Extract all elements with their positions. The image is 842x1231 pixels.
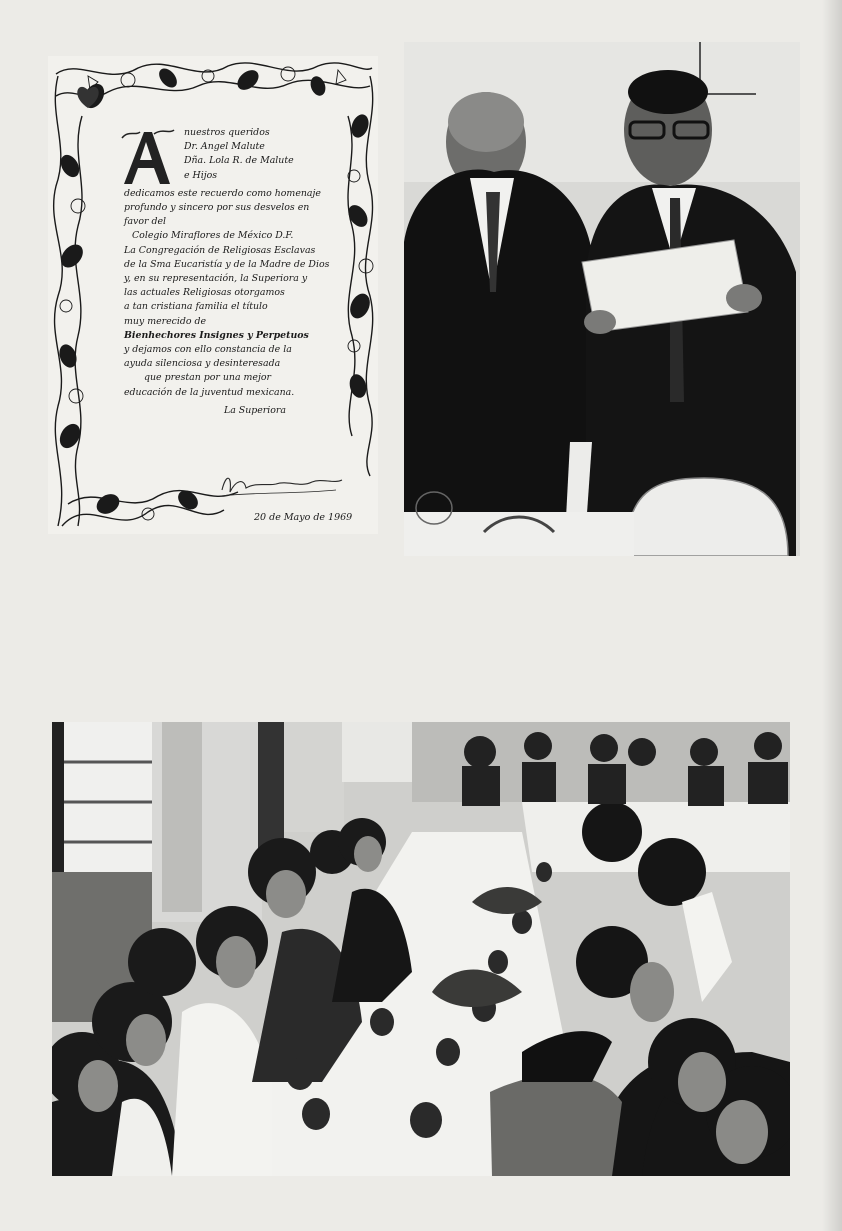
salutation: nuestros queridos <box>184 127 270 138</box>
body-line: Bienhechores Insignes y Perpetuos <box>124 329 309 341</box>
photo-banquet-image <box>52 722 790 1176</box>
body-line: que prestan por una mejor <box>144 372 272 384</box>
certificate-date: 20 de Mayo de 1969 <box>254 512 353 523</box>
body-line: y dejamos con ello constancia de la <box>124 344 292 356</box>
recipient-line: Dr. Angel Malute <box>184 141 265 153</box>
body-line: dedicamos este recuerdo como homenaje <box>124 187 321 199</box>
photo-two-men-image <box>404 42 800 556</box>
body-line: Colegio Miraflores de México D.F. <box>132 230 294 242</box>
body-line: La Congregación de Religiosas Esclavas <box>124 244 316 256</box>
signoff: La Superiora <box>224 404 286 416</box>
photo-two-men-reading <box>404 42 800 556</box>
handwritten-signature <box>216 470 346 498</box>
certificate-text <box>124 126 352 418</box>
recipient-line: Dña. Lola R. de Malute <box>184 155 294 167</box>
page-edge-shadow <box>822 0 842 1231</box>
body-line: de la Sma Eucaristía y de la Madre de Dios <box>124 258 330 270</box>
body-line: y, en su representación, la Superiora y <box>124 273 308 285</box>
photo-banquet <box>52 722 790 1176</box>
body-line: ayuda silenciosa y desinteresada <box>124 358 281 370</box>
body-line: muy merecido de <box>124 315 207 327</box>
body-line: las actuales Religiosas otorgamos <box>124 287 285 299</box>
body-line: educación de la juventud mexicana. <box>124 386 295 398</box>
illuminated-certificate <box>48 56 378 534</box>
body-line: a tan cristiana familia el título <box>124 301 268 313</box>
body-line: favor del <box>124 216 167 228</box>
body-line: profundo y sincero por sus desvelos en <box>124 202 310 214</box>
recipient-line: e Hijos <box>184 169 218 181</box>
